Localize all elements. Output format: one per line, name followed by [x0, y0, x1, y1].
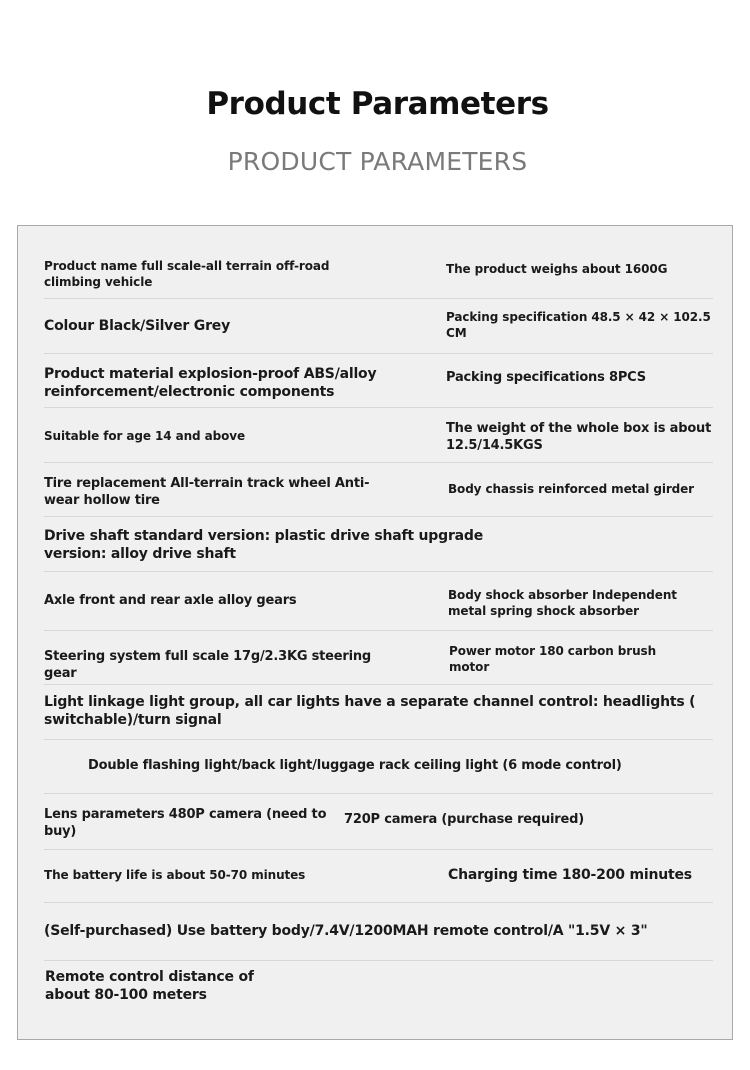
- parameter-light-linkage: Light linkage light group, all car lights have a separate channel control: headlights ( switchable)/turn signal: [44, 694, 696, 729]
- parameters-panel: [17, 225, 733, 1040]
- parameter-box-weight: The weight of the whole box is about 12.5/14.5KGS: [446, 421, 712, 453]
- parameter-row: [44, 463, 713, 517]
- parameter-row: [44, 794, 713, 850]
- parameter-remote-distance: Remote control distance of about 80-100 meters: [45, 969, 254, 1004]
- parameter-battery-life: The battery life is about 50-70 minutes: [44, 868, 306, 882]
- parameter-shock-absorber: Body shock absorber Independent metal spring shock absorber: [448, 588, 677, 618]
- parameter-lens-720p: 720P camera (purchase required): [344, 812, 584, 827]
- parameter-battery-spec: (Self-purchased) Use battery body/7.4V/1200MAH remote control/A "1.5V × 3": [44, 923, 648, 939]
- parameter-row: [44, 740, 713, 794]
- parameter-row: [44, 517, 713, 572]
- parameter-colour: Colour Black/Silver Grey: [44, 318, 230, 334]
- parameter-steering: Steering system full scale 17g/2.3KG steering gear: [44, 649, 372, 681]
- parameter-row: [44, 903, 713, 961]
- parameter-tire: Tire replacement All-terrain track wheel Anti-wear hollow tire: [44, 476, 370, 508]
- parameter-row: [44, 572, 713, 631]
- parameter-light-modes: Double flashing light/back light/luggage rack ceiling light (6 mode control): [88, 758, 622, 773]
- parameter-axle: Axle front and rear axle alloy gears: [44, 593, 297, 608]
- parameter-row: [44, 685, 713, 740]
- page-title: Product Parameters: [206, 86, 549, 122]
- parameter-product-name: Product name full scale-all terrain off-road climbing vehicle: [44, 259, 330, 289]
- parameter-product-weight: The product weighs about 1600G: [446, 262, 668, 276]
- page-subtitle: PRODUCT PARAMETERS: [227, 147, 528, 176]
- parameter-packing-size: Packing specification 48.5 × 42 × 102.5 CM: [446, 310, 711, 340]
- parameter-material: Product material explosion-proof ABS/alloy reinforcement/electronic components: [44, 366, 377, 401]
- parameter-motor: Power motor 180 carbon brush motor: [449, 644, 657, 674]
- parameter-drive-shaft: Drive shaft standard version: plastic drive shaft upgrade version: alloy drive shaft: [44, 528, 484, 563]
- parameter-row: [44, 850, 713, 903]
- parameter-row: [44, 961, 713, 1021]
- parameter-packing-quantity: Packing specifications 8PCS: [446, 370, 646, 385]
- parameter-row: [44, 408, 713, 463]
- parameter-row: [44, 299, 713, 354]
- parameter-lens-480p: Lens parameters 480P camera (need to buy): [44, 807, 327, 839]
- parameter-chassis: Body chassis reinforced metal girder: [448, 482, 695, 496]
- parameter-row: [44, 354, 713, 408]
- parameter-age: Suitable for age 14 and above: [44, 429, 245, 443]
- parameter-row: [44, 255, 713, 299]
- parameter-charging-time: Charging time 180-200 minutes: [448, 867, 692, 883]
- parameter-row: [44, 631, 713, 685]
